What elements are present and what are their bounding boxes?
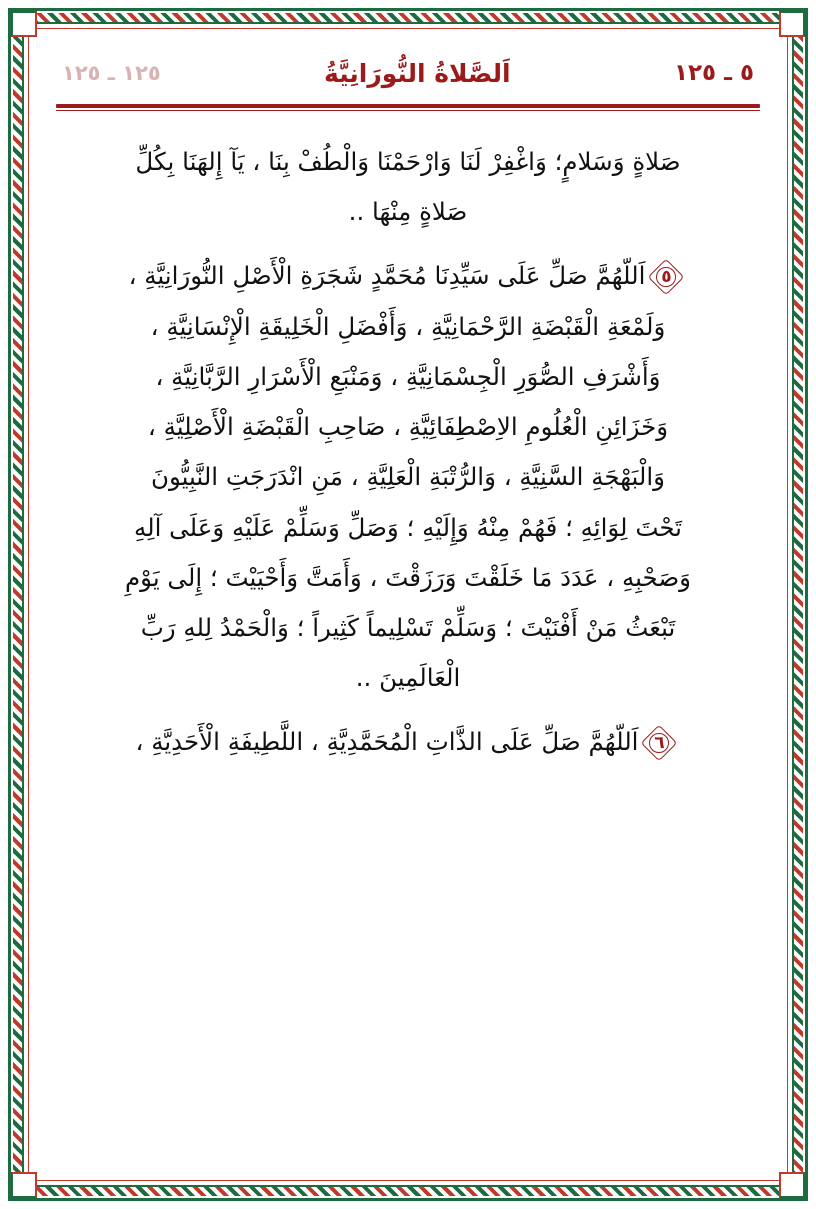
page-title: اَلصَّلاةُ النُّورَانِيَّةُ — [324, 58, 511, 88]
paragraph-prayer-5 — [56, 251, 760, 703]
page-content — [40, 44, 776, 1169]
text-segment: اَللّهُمَّ صَلِّ عَلَى سَيِّدِنَا مُحَمَّدٍ شَجَرَةِ الْأَصْلِ النُّورَانِيَّةِ ، — [128, 261, 646, 291]
ayah-marker-number: ٦ — [654, 733, 665, 754]
text-line: وَصَحْبِهِ ، عَدَدَ مَا خَلَقْتَ وَرَزَقْتَ ، وَأَمَتَّ وَأَحْيَيْتَ ؛ إِلَى يَوْمِ — [125, 562, 691, 592]
page-body — [40, 137, 776, 768]
text-line: وَالْبَهْجَةِ السَّنِيَّةِ ، وَالرُّتْبَةِ الْعَلِيَّةِ ، مَنِ انْدَرَجَتِ النَّبِيُّونَ — [151, 462, 665, 492]
ayah-marker-number: ٥ — [661, 267, 672, 288]
text-line: تَبْعَثُ مَنْ أَفْنَيْتَ ؛ وَسَلِّمْ تَسْلِيماً كَثِيراً ؛ وَالْحَمْدُ لِلهِ رَبِّ — [140, 612, 676, 642]
text-segment: اَللّهُمَّ صَلِّ عَلَى الذَّاتِ الْمُحَمَّدِيَّةِ ، اللَّطِيفَةِ الْأَحَدِيَّةِ ، — [135, 727, 639, 757]
corner-ornament-top-right — [779, 11, 805, 37]
paragraph-continuation — [56, 137, 760, 237]
text-line: وَخَزَائِنِ الْعُلُومِ الاِصْطِفَائِيَّةِ ، صَاحِبِ الْقَبْضَةِ الْأَصْلِيَّةِ ، — [147, 412, 669, 442]
header-rule-thin — [56, 110, 760, 111]
header-rule-thick — [56, 104, 760, 108]
text-line-with-marker — [56, 717, 760, 767]
text-line: صَلاةٍ وَسَلامٍ؛ وَاغْفِرْ لَنَا وَارْحَمْنَا وَالْطُفْ بِنَا ، يَآ إِلهَنَا بِكُلِّ — [135, 147, 681, 176]
corner-ornament-bottom-left — [11, 1172, 37, 1198]
text-line-with-marker — [56, 251, 760, 301]
text-line: الْعَالَمِينَ .. — [355, 663, 461, 693]
page-number-left: ١٢٥ ـ ١٢٥ — [62, 61, 161, 85]
page-header — [40, 44, 776, 102]
text-line: وَأَشْرَفِ الصُّوَرِ الْجِسْمَانِيَّةِ ، وَمَنْبَعِ الْأَسْرَارِ الرَّبَّانِيَّةِ ، — [155, 361, 661, 391]
paragraph-prayer-6 — [56, 717, 760, 767]
text-line: صَلاةٍ مِنْهَا .. — [348, 197, 468, 227]
page-number-right: ٥ ـ ١٢٥ — [673, 60, 754, 86]
corner-ornament-top-left — [11, 11, 37, 37]
text-line: تَحْتَ لِوَائِهِ ؛ فَهُمْ مِنْهُ وَإِلَيْهِ ؛ وَصَلِّ وَسَلِّمْ عَلَيْهِ وَعَلَى آلِهِ — [133, 512, 683, 542]
corner-ornament-bottom-right — [779, 1172, 805, 1198]
text-line: وَلَمْعَةِ الْقَبْضَةِ الرَّحْمَانِيَّةِ ، وَأَفْضَلِ الْخَلِيقَةِ الْإِنْسَانِيَّةِ ، — [150, 311, 666, 341]
ayah-marker-icon — [644, 728, 674, 758]
ayah-marker-icon — [651, 262, 681, 292]
